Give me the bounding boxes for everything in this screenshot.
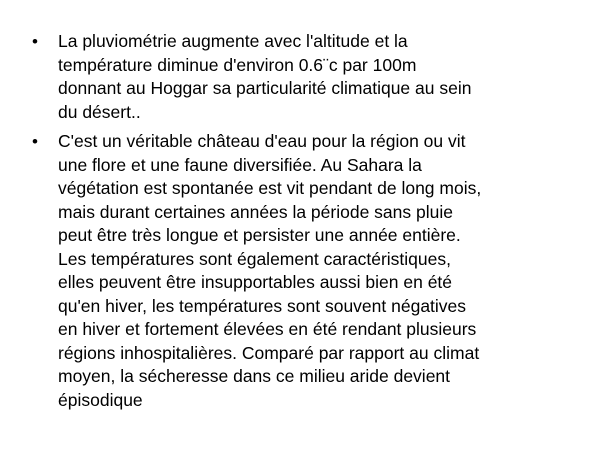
text-line: peut être très longue et persister une année entière. [58,225,461,245]
text-line: Les températures sont également caractéristiques, [58,248,451,269]
bullet-dot-icon: • [32,132,38,151]
text-line: donnant au Hoggar sa particularité climatique au sein [58,78,472,98]
bullet-item-water-tower [32,130,584,412]
bullet-dot-icon: • [32,32,38,51]
text-line: régions inhospitalières. Comparé par rapport au climat [58,342,480,363]
text-line: température diminue d'environ 0.6¨c par 100m [58,54,417,75]
bullet-item-climate [32,30,584,124]
text-line: en hiver et fortement élevées en été rendant plusieurs [58,319,477,339]
bullet-list [32,30,584,418]
text-line: végétation est spontanée est vit pendant de long mois, [58,178,482,198]
text-line: mais durant certaines années la période sans pluie [58,201,453,222]
text-line: du désert.. [58,101,141,122]
text-line: C'est un véritable château d'eau pour la région ou vit [58,131,466,151]
text-line: qu'en hiver, les températures sont souvent négatives [58,295,467,316]
text-line: La pluviométrie augmente avec l'altitude et la [58,31,408,51]
text-line: moyen, la sécheresse dans ce milieu aride devient [58,366,451,386]
text-line: une flore et une faune diversifiée. Au Sahara la [58,154,422,175]
text-line: épisodique [58,389,143,410]
text-line: elles peuvent être insupportables aussi bien en été [58,272,453,292]
